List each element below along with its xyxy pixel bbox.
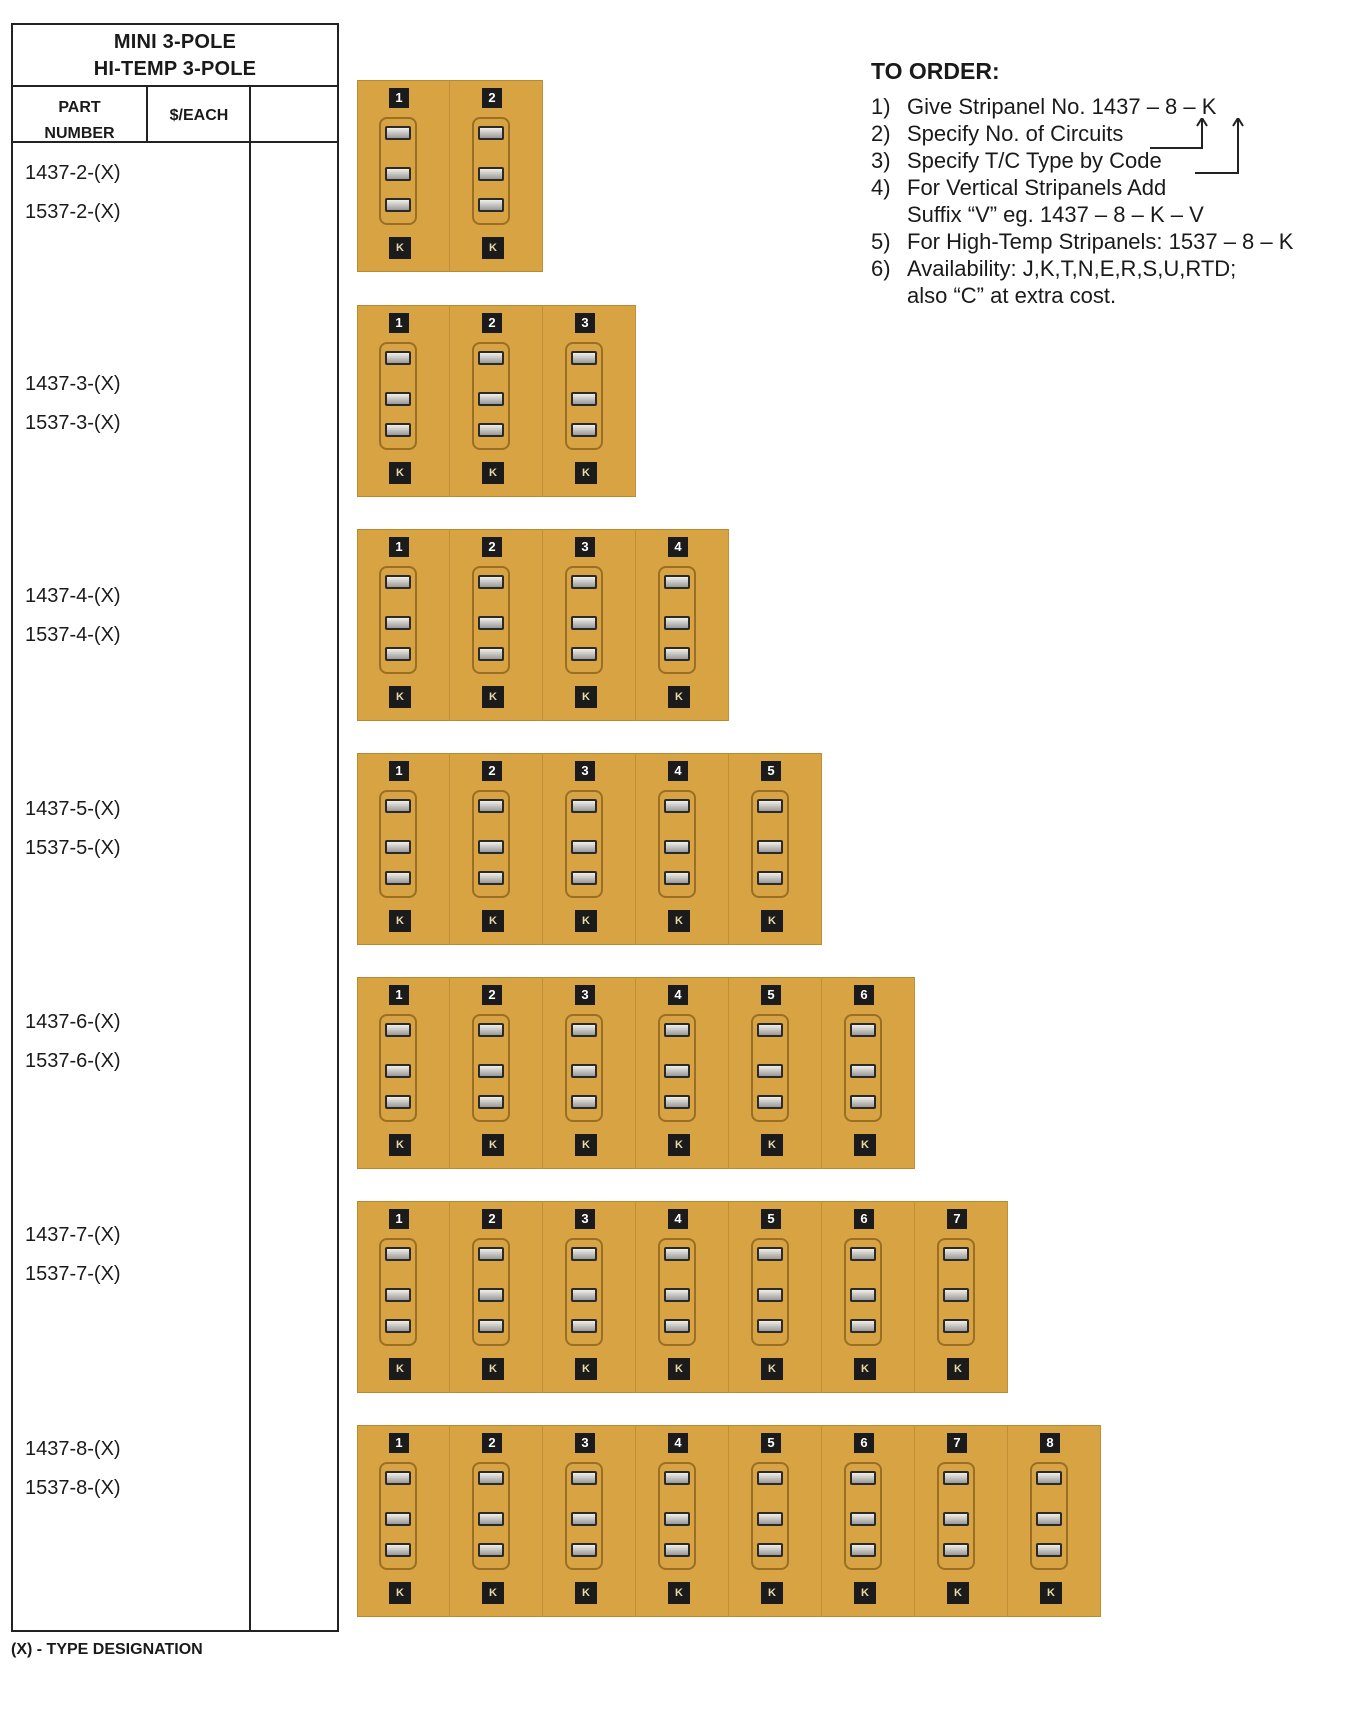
- terminal-screw-icon: [757, 1471, 783, 1485]
- terminal-screw-icon: [385, 871, 411, 885]
- mini-part-number: 1437-3-(X): [25, 373, 121, 395]
- terminal-screw-icon: [571, 392, 597, 406]
- terminal-screw-icon: [385, 1543, 411, 1557]
- tc-type-label: K: [947, 1582, 969, 1604]
- circuit: [636, 753, 729, 945]
- terminal-screw-icon: [943, 1247, 969, 1261]
- part-number-header-line1: PART: [58, 99, 101, 116]
- stripanel-3-circuit: [357, 305, 636, 497]
- tc-type-label: K: [854, 1134, 876, 1156]
- terminal-screw-icon: [850, 1288, 876, 1302]
- circuit-number: 3: [575, 985, 595, 1005]
- terminal-screw-icon: [757, 1288, 783, 1302]
- terminal-screw-icon: [385, 1247, 411, 1261]
- step-number: 2): [871, 121, 891, 146]
- terminal-screw-icon: [478, 167, 504, 181]
- terminal-screw-icon: [478, 799, 504, 813]
- order-step: [871, 255, 1293, 309]
- to-order-box: [871, 58, 1293, 309]
- circuit-number: 1: [389, 1433, 409, 1453]
- circuit-number: 5: [761, 1433, 781, 1453]
- terminal-screw-icon: [571, 871, 597, 885]
- circuit: [822, 1201, 915, 1393]
- circuit: [357, 753, 450, 945]
- tc-type-label: K: [761, 1134, 783, 1156]
- terminal-screw-icon: [571, 1023, 597, 1037]
- tc-type-label: K: [482, 1134, 504, 1156]
- circuit: [450, 1201, 543, 1393]
- circuit: [357, 1425, 450, 1617]
- circuit: [1008, 1425, 1101, 1617]
- terminal-screw-icon: [571, 575, 597, 589]
- mini-part-number: 1437-5-(X): [25, 798, 121, 820]
- tc-type-label: K: [482, 910, 504, 932]
- circuit-number: 5: [761, 761, 781, 781]
- part-number-row: [25, 154, 121, 232]
- stripanel-8-circuit: [357, 1425, 1101, 1617]
- terminal-screw-icon: [478, 392, 504, 406]
- terminal-screw-icon: [478, 647, 504, 661]
- circuit: [915, 1201, 1008, 1393]
- mini-part-number: 1437-6-(X): [25, 1011, 121, 1033]
- terminal-screw-icon: [571, 616, 597, 630]
- terminal-screw-icon: [850, 1512, 876, 1526]
- terminal-screw-icon: [664, 616, 690, 630]
- tc-type-label: K: [389, 1134, 411, 1156]
- terminal-screw-icon: [385, 423, 411, 437]
- table-title-hitemp: HI-TEMP 3-POLE: [93, 58, 257, 80]
- tc-type-label: K: [668, 1582, 690, 1604]
- terminal-screw-icon: [850, 1247, 876, 1261]
- terminal-screw-icon: [757, 840, 783, 854]
- to-order-title: TO ORDER:: [871, 58, 1000, 84]
- tc-type-label: K: [389, 1582, 411, 1604]
- circuit: [543, 977, 636, 1169]
- tc-type-label: K: [668, 910, 690, 932]
- terminal-screw-icon: [757, 1512, 783, 1526]
- terminal-screw-icon: [571, 840, 597, 854]
- terminal-screw-icon: [571, 351, 597, 365]
- mini-part-number: 1437-7-(X): [25, 1224, 121, 1246]
- circuit: [357, 1201, 450, 1393]
- circuit: [822, 1425, 915, 1617]
- terminal-screw-icon: [478, 126, 504, 140]
- terminal-screw-icon: [943, 1288, 969, 1302]
- terminal-screw-icon: [757, 1095, 783, 1109]
- terminal-screw-icon: [664, 575, 690, 589]
- tc-type-label: K: [668, 686, 690, 708]
- terminal-screw-icon: [478, 423, 504, 437]
- terminal-screw-icon: [478, 351, 504, 365]
- terminal-screw-icon: [943, 1471, 969, 1485]
- circuit-number: 5: [761, 1209, 781, 1229]
- terminal-screw-icon: [664, 871, 690, 885]
- terminal-screw-icon: [664, 647, 690, 661]
- part-number-row: [25, 790, 121, 868]
- terminal-screw-icon: [850, 1543, 876, 1557]
- circuit: [636, 1425, 729, 1617]
- circuit-number: 1: [389, 88, 409, 108]
- circuit-number: 3: [575, 1209, 595, 1229]
- circuit: [450, 753, 543, 945]
- terminal-screw-icon: [385, 126, 411, 140]
- terminal-screw-icon: [385, 198, 411, 212]
- circuit-number: 4: [668, 985, 688, 1005]
- tc-type-label: K: [482, 1582, 504, 1604]
- circuit-number: 4: [668, 761, 688, 781]
- hitemp-part-number: 1537-2-(X): [25, 201, 121, 223]
- order-step: [871, 93, 1293, 120]
- terminal-screw-icon: [850, 1095, 876, 1109]
- hitemp-part-number: 1537-3-(X): [25, 412, 121, 434]
- step-number: 6): [871, 256, 891, 281]
- circuit: [729, 1201, 822, 1393]
- terminal-screw-icon: [385, 647, 411, 661]
- circuit-number: 1: [389, 1209, 409, 1229]
- terminal-screw-icon: [385, 799, 411, 813]
- terminal-screw-icon: [478, 616, 504, 630]
- order-step: [871, 228, 1293, 255]
- stripanel-5-circuit: [357, 753, 822, 945]
- tc-type-label: K: [575, 462, 597, 484]
- price-each-header: $/EACH: [169, 107, 229, 124]
- circuit: [357, 80, 450, 272]
- terminal-screw-icon: [943, 1319, 969, 1333]
- part-number-row: [25, 577, 121, 655]
- circuit: [729, 977, 822, 1169]
- circuit: [450, 80, 543, 272]
- terminal-screw-icon: [664, 1095, 690, 1109]
- terminal-screw-icon: [478, 1247, 504, 1261]
- terminal-screw-icon: [478, 1288, 504, 1302]
- circuit-number: 4: [668, 1433, 688, 1453]
- step-number: 4): [871, 175, 891, 200]
- terminal-screw-icon: [664, 1471, 690, 1485]
- terminal-screw-icon: [1036, 1471, 1062, 1485]
- tc-type-label: K: [668, 1134, 690, 1156]
- circuit: [636, 1201, 729, 1393]
- circuit: [357, 529, 450, 721]
- circuit-number: 6: [854, 985, 874, 1005]
- terminal-screw-icon: [571, 1319, 597, 1333]
- circuit-number: 4: [668, 1209, 688, 1229]
- tc-type-label: K: [668, 1358, 690, 1380]
- terminal-screw-icon: [478, 1512, 504, 1526]
- circuit: [543, 1201, 636, 1393]
- order-step: [871, 174, 1293, 228]
- terminal-screw-icon: [943, 1543, 969, 1557]
- terminal-screw-icon: [478, 1319, 504, 1333]
- step-text: For Vertical Stripanels Add: [907, 175, 1167, 200]
- terminal-screw-icon: [850, 1064, 876, 1078]
- step-text: Specify No. of Circuits: [907, 121, 1124, 146]
- terminal-screw-icon: [571, 799, 597, 813]
- table-title-mini: MINI 3-POLE: [113, 31, 237, 53]
- circuit-number: 4: [668, 537, 688, 557]
- terminal-screw-icon: [664, 799, 690, 813]
- terminal-screw-icon: [385, 1288, 411, 1302]
- tc-type-label: K: [482, 237, 504, 259]
- terminal-screw-icon: [664, 1064, 690, 1078]
- terminal-screw-icon: [757, 799, 783, 813]
- terminal-screw-icon: [571, 1543, 597, 1557]
- terminal-screw-icon: [478, 1471, 504, 1485]
- circuit-number: 2: [482, 88, 502, 108]
- tc-type-label: K: [761, 910, 783, 932]
- circuit-number: 1: [389, 761, 409, 781]
- tc-type-label: K: [389, 1358, 411, 1380]
- mini-part-number: 1437-8-(X): [25, 1438, 121, 1460]
- terminal-screw-icon: [757, 871, 783, 885]
- terminal-screw-icon: [757, 1023, 783, 1037]
- part-number-header-line2: NUMBER: [44, 125, 115, 142]
- tc-type-label: K: [482, 1358, 504, 1380]
- terminal-screw-icon: [850, 1471, 876, 1485]
- step-number: 1): [871, 94, 891, 119]
- tc-type-label: K: [575, 910, 597, 932]
- tc-type-label: K: [575, 686, 597, 708]
- step-text: Specify T/C Type by Code: [907, 148, 1162, 173]
- circuit-number: 3: [575, 1433, 595, 1453]
- circuit-number: 3: [575, 761, 595, 781]
- arrow-circuits-icon: [1150, 118, 1202, 148]
- terminal-screw-icon: [385, 1095, 411, 1109]
- tc-type-label: K: [482, 462, 504, 484]
- circuit: [357, 977, 450, 1169]
- circuit: [543, 305, 636, 497]
- stripanel-2-circuit: [357, 80, 543, 272]
- tc-type-label: K: [761, 1358, 783, 1380]
- circuit: [450, 305, 543, 497]
- table-title: [13, 25, 337, 87]
- part-number-header: [13, 95, 146, 147]
- circuit-number: 3: [575, 537, 595, 557]
- circuit-number: 5: [761, 985, 781, 1005]
- terminal-screw-icon: [385, 351, 411, 365]
- tc-type-label: K: [947, 1358, 969, 1380]
- terminal-screw-icon: [664, 1288, 690, 1302]
- part-number-row: [25, 1216, 121, 1294]
- circuit: [822, 977, 915, 1169]
- terminal-screw-icon: [385, 840, 411, 854]
- circuit-number: 2: [482, 1433, 502, 1453]
- terminal-screw-icon: [664, 1319, 690, 1333]
- type-designation-note: (X) - TYPE DESIGNATION: [11, 1641, 203, 1658]
- terminal-screw-icon: [478, 198, 504, 212]
- circuit-number: 6: [854, 1209, 874, 1229]
- circuit: [543, 529, 636, 721]
- column-divider: [249, 87, 251, 1632]
- tc-type-label: K: [761, 1582, 783, 1604]
- step-text: Give Stripanel No. 1437 – 8 – K: [907, 94, 1217, 119]
- circuit-number: 8: [1040, 1433, 1060, 1453]
- circuit-number: 3: [575, 313, 595, 333]
- terminal-screw-icon: [664, 1512, 690, 1526]
- stripanel-6-circuit: [357, 977, 915, 1169]
- circuit: [636, 977, 729, 1169]
- column-divider: [146, 87, 148, 143]
- terminal-screw-icon: [385, 1512, 411, 1526]
- terminal-screw-icon: [850, 1319, 876, 1333]
- step-continuation: Suffix “V” eg. 1437 – 8 – K – V: [907, 202, 1204, 227]
- mini-part-number: 1437-4-(X): [25, 585, 121, 607]
- circuit: [543, 1425, 636, 1617]
- terminal-screw-icon: [385, 392, 411, 406]
- circuit: [450, 1425, 543, 1617]
- terminal-screw-icon: [571, 1512, 597, 1526]
- circuit-number: 1: [389, 985, 409, 1005]
- terminal-screw-icon: [385, 575, 411, 589]
- terminal-screw-icon: [478, 1023, 504, 1037]
- terminal-screw-icon: [850, 1023, 876, 1037]
- tc-type-label: K: [854, 1582, 876, 1604]
- circuit-number: 2: [482, 537, 502, 557]
- tc-type-label: K: [389, 686, 411, 708]
- hitemp-part-number: 1537-4-(X): [25, 624, 121, 646]
- tc-type-label: K: [389, 237, 411, 259]
- terminal-screw-icon: [385, 616, 411, 630]
- hitemp-part-number: 1537-8-(X): [25, 1477, 121, 1499]
- circuit-number: 1: [389, 537, 409, 557]
- terminal-screw-icon: [757, 1543, 783, 1557]
- terminal-screw-icon: [664, 1023, 690, 1037]
- tc-type-label: K: [575, 1582, 597, 1604]
- tc-type-label: K: [1040, 1582, 1062, 1604]
- part-number-row: [25, 1003, 121, 1081]
- terminal-screw-icon: [664, 840, 690, 854]
- circuit: [729, 1425, 822, 1617]
- step-text: Availability: J,K,T,N,E,R,S,U,RTD;: [907, 256, 1237, 281]
- step-continuation: also “C” at extra cost.: [907, 283, 1117, 308]
- tc-type-label: K: [389, 910, 411, 932]
- circuit-number: 2: [482, 985, 502, 1005]
- circuit-number: 2: [482, 1209, 502, 1229]
- stripanel-7-circuit: [357, 1201, 1008, 1393]
- terminal-screw-icon: [1036, 1543, 1062, 1557]
- terminal-screw-icon: [664, 1247, 690, 1261]
- circuit-number: 2: [482, 761, 502, 781]
- terminal-screw-icon: [385, 1319, 411, 1333]
- terminal-screw-icon: [385, 1471, 411, 1485]
- pointer-arrows: [1150, 118, 1260, 178]
- terminal-screw-icon: [478, 1543, 504, 1557]
- tc-type-label: K: [389, 462, 411, 484]
- terminal-screw-icon: [571, 1247, 597, 1261]
- price-table: [11, 23, 339, 1632]
- table-header-row: [13, 87, 337, 143]
- terminal-screw-icon: [478, 840, 504, 854]
- terminal-screw-icon: [478, 1064, 504, 1078]
- tc-type-label: K: [575, 1358, 597, 1380]
- terminal-screw-icon: [757, 1247, 783, 1261]
- terminal-screw-icon: [385, 1023, 411, 1037]
- circuit-number: 7: [947, 1433, 967, 1453]
- tc-type-label: K: [575, 1134, 597, 1156]
- terminal-screw-icon: [664, 1543, 690, 1557]
- terminal-screw-icon: [385, 167, 411, 181]
- circuit: [450, 977, 543, 1169]
- terminal-screw-icon: [571, 1095, 597, 1109]
- circuit: [729, 753, 822, 945]
- circuit-number: 6: [854, 1433, 874, 1453]
- circuit: [636, 529, 729, 721]
- terminal-screw-icon: [571, 423, 597, 437]
- tc-type-label: K: [482, 686, 504, 708]
- mini-part-number: 1437-2-(X): [25, 162, 121, 184]
- hitemp-part-number: 1537-7-(X): [25, 1263, 121, 1285]
- terminal-screw-icon: [571, 1288, 597, 1302]
- circuit: [357, 305, 450, 497]
- terminal-screw-icon: [478, 575, 504, 589]
- terminal-screw-icon: [757, 1064, 783, 1078]
- step-text: For High-Temp Stripanels: 1537 – 8 – K: [907, 229, 1294, 254]
- hitemp-part-number: 1537-5-(X): [25, 837, 121, 859]
- terminal-screw-icon: [478, 1095, 504, 1109]
- terminal-screw-icon: [571, 647, 597, 661]
- terminal-screw-icon: [478, 871, 504, 885]
- circuit: [543, 753, 636, 945]
- hitemp-part-number: 1537-6-(X): [25, 1050, 121, 1072]
- part-number-row: [25, 365, 121, 443]
- step-number: 3): [871, 148, 891, 173]
- terminal-screw-icon: [385, 1064, 411, 1078]
- terminal-screw-icon: [571, 1471, 597, 1485]
- circuit-number: 1: [389, 313, 409, 333]
- terminal-screw-icon: [1036, 1512, 1062, 1526]
- circuit: [450, 529, 543, 721]
- terminal-screw-icon: [757, 1319, 783, 1333]
- circuit-number: 2: [482, 313, 502, 333]
- tc-type-label: K: [854, 1358, 876, 1380]
- part-number-row: [25, 1430, 121, 1508]
- terminal-screw-icon: [571, 1064, 597, 1078]
- circuit-number: 7: [947, 1209, 967, 1229]
- stripanel-4-circuit: [357, 529, 729, 721]
- terminal-screw-icon: [943, 1512, 969, 1526]
- circuit: [915, 1425, 1008, 1617]
- step-number: 5): [871, 229, 891, 254]
